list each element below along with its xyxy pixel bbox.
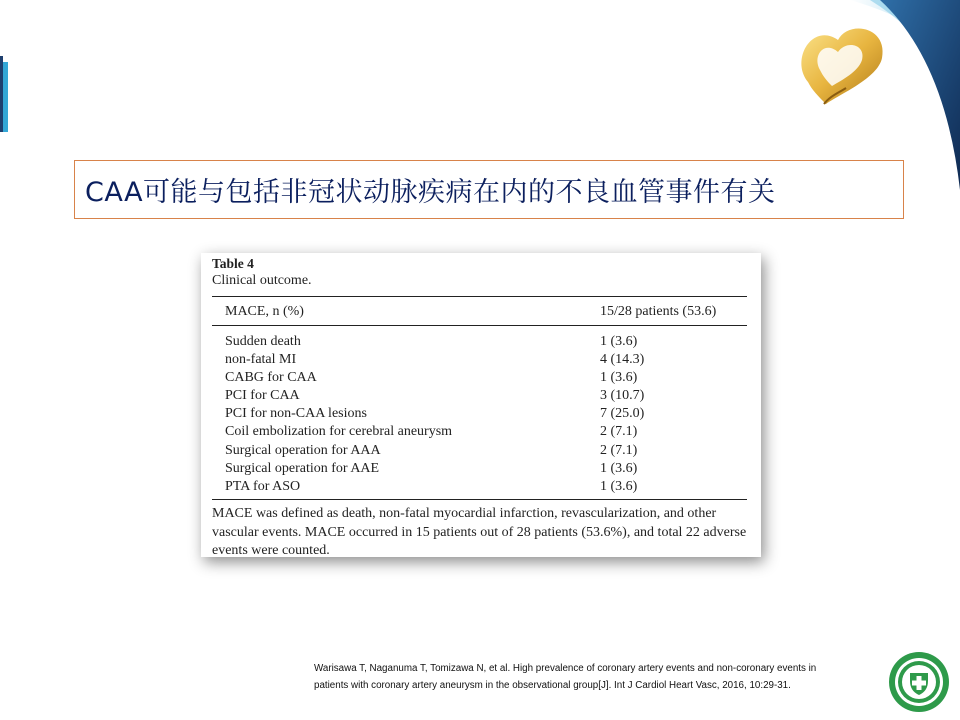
table-body <box>225 333 735 496</box>
table-row <box>225 478 735 496</box>
clinical-outcome-table <box>201 253 761 557</box>
table-caption: Clinical outcome. <box>212 273 312 288</box>
value-cell: 1 (3.6) <box>600 334 638 349</box>
reference-line-2: patients with coronary artery aneurysm in the observational group[J]. Int J Cardiol Heart Vasc, 2016, 10:29-31. <box>314 680 791 691</box>
table-footnote: MACE was defined as death, non-fatal myocardial infarction, revascularization, and other vascular events. MACE occurred in 15 patients out of 28 patients (53.6%), and total 22 adverse events were counted. <box>212 506 747 558</box>
value-cell: 2 (7.1) <box>600 424 638 440</box>
left-accent-light <box>3 62 8 132</box>
table-row <box>225 423 735 441</box>
table-bottom-rule <box>212 499 747 500</box>
slide-title-box <box>74 160 904 219</box>
table-row <box>225 405 735 423</box>
heart-ribbon-logo-icon <box>801 28 882 104</box>
reference-line-1: Warisawa T, Naganuma T, Tomizawa N, et al. High prevalence of coronary artery events and non-coronary events in <box>314 663 817 674</box>
event-cell: Surgical operation for AAE <box>225 460 380 476</box>
value-cell: 1 (3.6) <box>600 478 638 494</box>
table-top-rule <box>212 296 747 297</box>
table-row <box>225 369 735 387</box>
table-header-event: MACE, n (%) <box>225 304 304 319</box>
table-row <box>225 442 735 460</box>
value-cell: 7 (25.0) <box>600 406 645 422</box>
hospital-emblem-icon <box>888 651 950 713</box>
event-cell: non-fatal MI <box>225 352 297 368</box>
value-cell: 4 (14.3) <box>600 352 645 368</box>
table-header-count: 15/28 patients (53.6) <box>600 304 717 319</box>
event-cell: PTA for ASO <box>225 478 301 494</box>
event-cell: Sudden death <box>225 334 301 349</box>
reference-citation <box>314 660 884 694</box>
value-cell: 1 (3.6) <box>600 460 638 476</box>
event-cell: CABG for CAA <box>225 370 317 386</box>
event-cell: Coil embolization for cerebral aneurysm <box>225 424 453 440</box>
event-cell: PCI for CAA <box>225 388 300 404</box>
event-cell: PCI for non-CAA lesions <box>225 406 367 422</box>
table-label: Table 4 <box>212 256 254 271</box>
table-row <box>225 387 735 405</box>
table-row <box>225 460 735 478</box>
table-row <box>225 351 735 369</box>
table-header-rule <box>212 325 747 326</box>
event-cell: Surgical operation for AAA <box>225 442 381 458</box>
value-cell: 1 (3.6) <box>600 370 638 386</box>
value-cell: 3 (10.7) <box>600 388 645 404</box>
value-cell: 2 (7.1) <box>600 442 638 458</box>
slide-title: CAA可能与包括非冠状动脉疾病在内的不良血管事件有关 <box>85 177 776 208</box>
table-row <box>225 333 735 351</box>
